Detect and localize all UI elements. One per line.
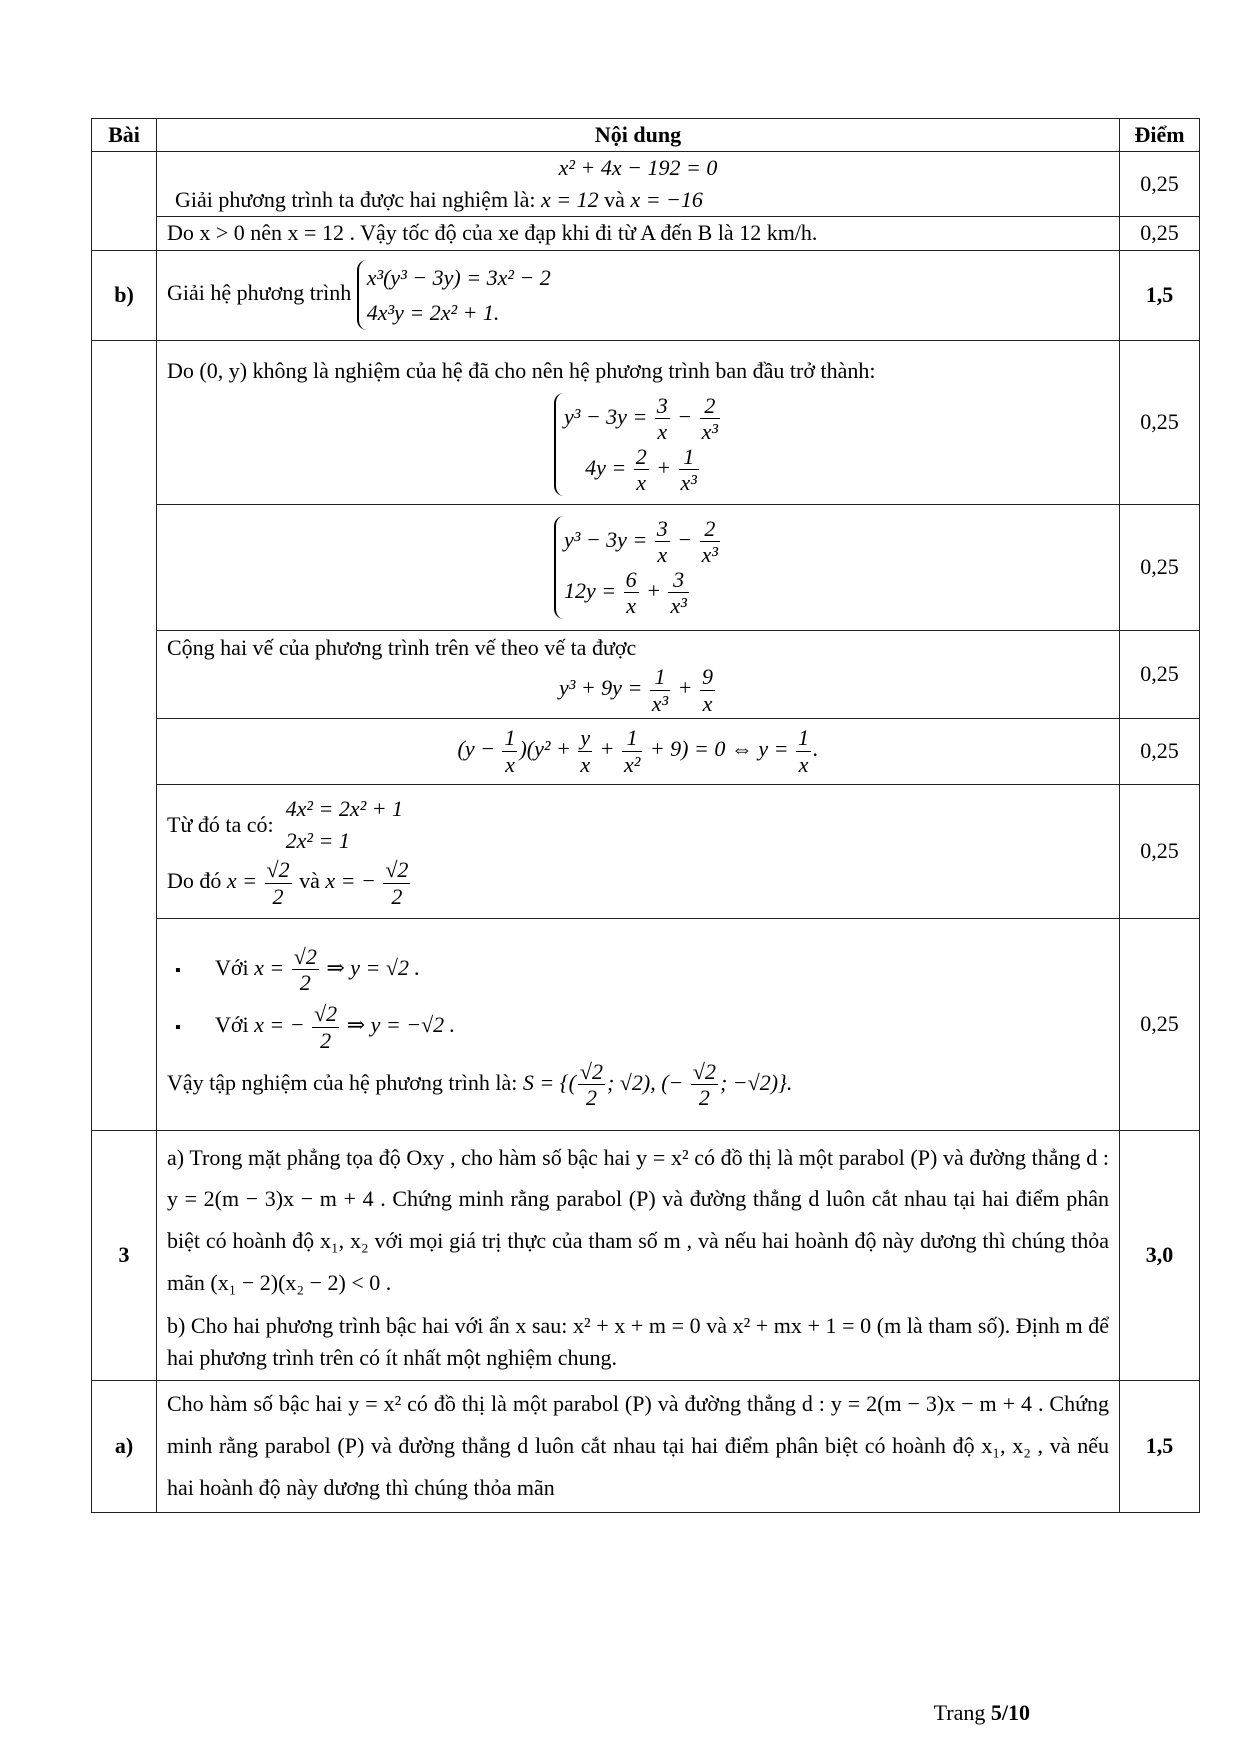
list-item: ▪ Với x = $\frac{√2}{2}$ ⇒ y = √2 . [167, 944, 1109, 996]
list-item: ▪ Với x = − $\frac{√2}{2}$ ⇒ y = −√2 . [167, 1001, 1109, 1053]
score: 1,5 [1120, 1380, 1200, 1512]
score: 1,5 [1120, 250, 1200, 340]
score: 0,25 [1120, 504, 1200, 630]
quadratic-equation: x² + 4x − 192 = 0 [558, 154, 718, 180]
grading-table [91, 118, 1200, 1513]
question-label: b) [92, 250, 157, 340]
table-row: Từ đó ta có: 4x² = 2x² + 1 2x² = 1 Do đó x = $\frac{√2}{2}$ và x = − $\frac{√2}{2}$ 0,25 [92, 784, 1200, 918]
table-row [92, 216, 1200, 250]
table-row [92, 1130, 1200, 1380]
problem-part-b: b) Cho hai phương trình bậc hai với ẩn x sau: x² + x + m = 0 và x² + mx + 1 = 0 (m là tham số). Định m để hai phương trình trên có ít nhất một nghiệm chung. [167, 1312, 1109, 1370]
table-row: Do (0, y) không là nghiệm của hệ đã cho nên hệ phương trình ban đầu trở thành: y³ − 3y = $\frac{3}{x}$ − $\frac{2}{\text{x³}}$ 4y = $\frac{2}{x}$ + $\frac{1}{\text{x³}}$ 0,25 [92, 340, 1200, 504]
score: 0,25 [1120, 630, 1200, 718]
table-row: Cộng hai vế của phương trình trên vế theo vế ta được y³ + 9y = $\frac{1}{\text{x³}}$ + $\frac{9}{x}$ 0,25 [92, 630, 1200, 718]
table-row [92, 1380, 1200, 1512]
score: 0,25 [1120, 340, 1200, 504]
score: 0,25 [1120, 216, 1200, 250]
equation-system: y³ − 3y = $\frac{3}{x}$ − $\frac{2}{\text{x³}}$ 12y = $\frac{6}{x}$ + $\frac{3}{\text{x³}}$ [554, 516, 722, 619]
table-row [92, 504, 1200, 630]
table-row: b) Giải hệ phương trình x³(y³ − 3y) = 3x² − 2 4x³y = 2x² + 1. 1,5 [92, 250, 1200, 340]
score: 0,25 [1120, 151, 1200, 216]
equation-system: x³(y³ − 3y) = 3x² − 2 4x³y = 2x² + 1. [357, 260, 551, 330]
score: 3,0 [1120, 1130, 1200, 1380]
score: 0,25 [1120, 918, 1200, 1130]
conclusion-speed: Do x > 0 nên x = 12 . Vậy tốc độ của xe đạp khi đi từ A đến B là 12 km/h. [157, 216, 1120, 250]
question-label: a) [92, 1380, 157, 1512]
page-footer: Trang 5/10 [933, 1700, 1030, 1725]
table-row [92, 918, 1200, 1130]
table-row [92, 718, 1200, 784]
score: 0,25 [1120, 784, 1200, 918]
question-label: 3 [92, 1130, 157, 1380]
header-diem: Điểm [1120, 119, 1200, 152]
solution-set: Vậy tập nghiệm của hệ phương trình là: S = {( $\frac{√2}{2}$ ; √2), (− $\frac{√2}{2}$ ; −√2)}. [167, 1058, 793, 1111]
problem-statement: Cho hàm số bậc hai y = x² có đồ thị là một parabol (P) và đường thẳng d : y = 2(m − 3)x − m + 4 . Chứng minh rằng parabol (P) và đường thẳng d luôn cắt nhau tại hai điểm phân biệt có hoành độ x₁, x₂ , và nếu hai hoành độ này dương thì chúng thỏa mãn [157, 1380, 1120, 1512]
header-bai: Bài [92, 119, 157, 152]
header-noi-dung: Nội dung [157, 119, 1120, 152]
table-row: x² + 4x − 192 = 0 Giải phương trình ta được hai nghiệm là: x = 12 và x = −16 0,25 [92, 151, 1200, 216]
problem-part-a: a) Trong mặt phẳng tọa độ Oxy , cho hàm số bậc hai y = x² có đồ thị là một parabol (P) và đường thẳng d : y = 2(m − 3)x − m + 4 . Chứng minh rằng parabol (P) và đường thẳng d luôn cắt nhau tại hai điểm phân biệt có hoành độ x₁, x₂ với mọi giá trị thực của tham số m , và nếu hai hoành độ này dương thì chúng thỏa mãn (x₁ − 2)(x₂ − 2) < 0 . [167, 1144, 1109, 1296]
score: 0,25 [1120, 718, 1200, 784]
factorized-equation: (y − $\frac{1}{x}$ )(y² + $\frac{y}{x}$ + $\frac{1}{\text{x²}}$ + 9) = 0 ⇔ y = $\frac{1}{x}$ . [157, 718, 1120, 784]
table-header [92, 119, 1200, 152]
equation-system: y³ − 3y = $\frac{3}{x}$ − $\frac{2}{\text{x³}}$ 4y = $\frac{2}{x}$ + $\frac{1}{\text{x³}}$ [554, 393, 722, 496]
